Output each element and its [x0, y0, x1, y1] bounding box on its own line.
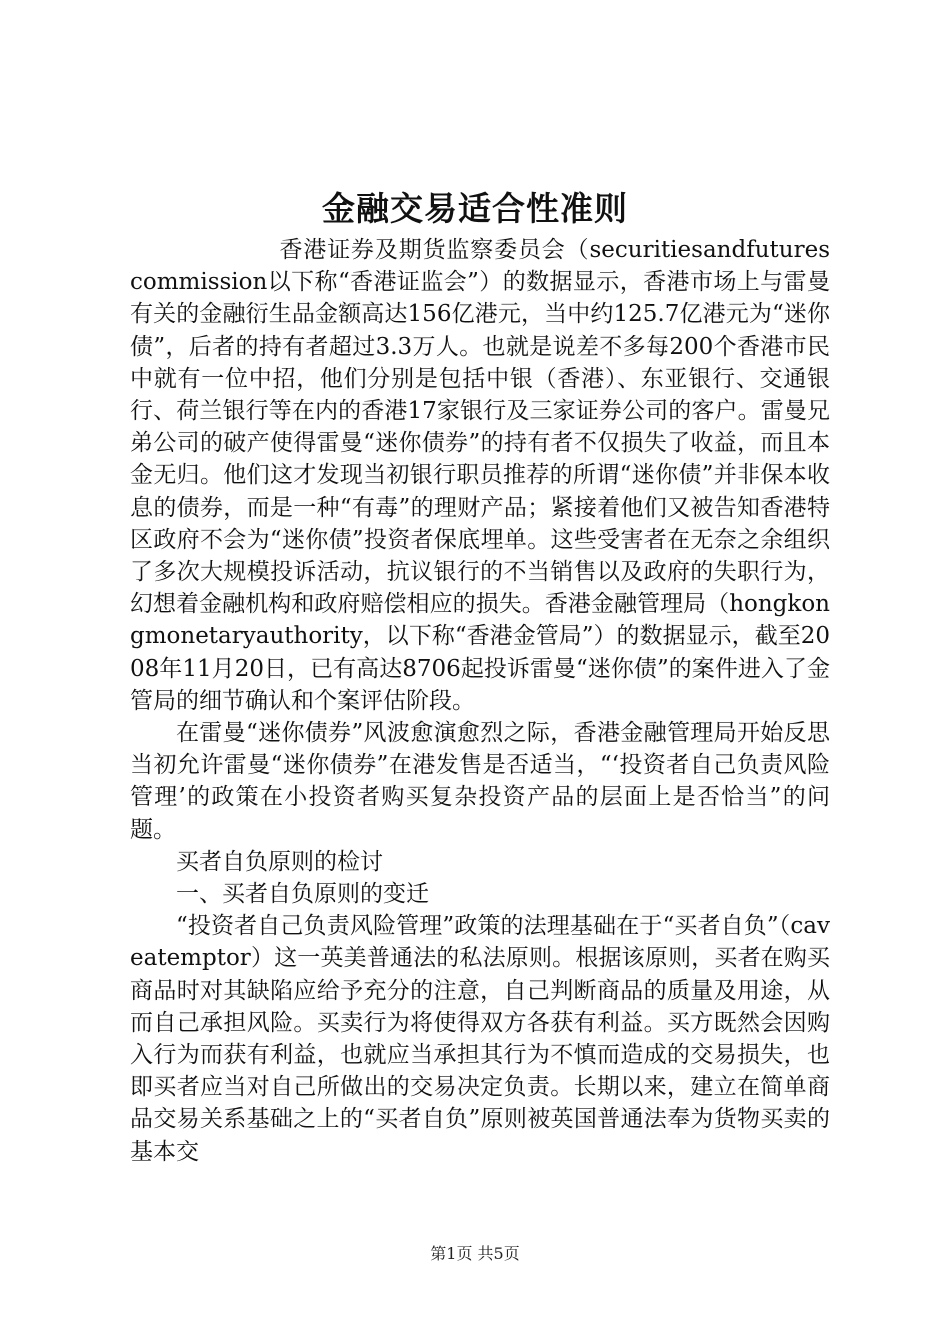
- section-heading-1: 买者自负原则的检讨: [176, 848, 383, 875]
- paragraph-3: “投资者自己负责风险管理”政策的法理基础在于“买者自负”（caveatemptor）这一英美普通法的私法原则。根据该原则，买者在购买商品时对其缺陷应给予充分的注意，自己判断商品的质量及用途，从而自己承担风险。买卖行为将使得双方各获有利益。买方既然会因购入行为而获有利益，也就应当承担其行为不慎而造成的交易损失，也即买者应当对自己所做出的交易决定负责。长期以来，建立在简单商品交易关系基础之上的“买者自负”原则被英国普通法奉为货物买卖的基本交: [130, 913, 830, 1165]
- paragraph-2: 在雷曼“迷你债券”风波愈演愈烈之际，香港金融管理局开始反思当初允许雷曼“迷你债券”在港发售是否适当，“‘投资者自己负责风险管理’的政策在小投资者购买复杂投资产品的层面上是否恰当”的问题。: [130, 720, 830, 843]
- document-title: 金融交易适合性准则: [322, 189, 628, 228]
- page-footer: 第1页 共5页: [430, 1244, 520, 1263]
- paragraph-1: 香港证券及期货监察委员会（securitiesandfuturescommission以下称“香港证监会”）的数据显示，香港市场上与雷曼有关的金融衍生品金额高达156亿港元，当中约125.7亿港元为“迷你债”，后者的持有者超过3.3万人。也就是说差不多每200个香港市民中就有一位中招，他们分别是包括中银（香港）、东亚银行、交通银行、荷兰银行等在内的香港17家银行及三家证券公司的客户。雷曼兄弟公司的破产使得雷曼“迷你债券”的持有者不仅损失了收益，而且本金无归。他们这才发现当初银行职员推荐的所谓“迷你债”并非保本收息的债券，而是一种“有毒”的理财产品；紧接着他们又被告知香港特区政府不会为“迷你债”投资者保底埋单。这些受害者在无奈之余组织了多次大规模投诉活动，抗议银行的不当销售以及政府的失职行为，幻想着金融机构和政府赔偿相应的损失。香港金融管理局（hongkongmonetaryauthority，以下称“香港金管局”）的数据显示，截至2008年11月20日，已有高达8706起投诉雷曼“迷你债”的案件进入了金管局的细节确认和个案评估阶段。: [130, 237, 830, 714]
- document-body: [130, 234, 830, 1168]
- section-heading-2: 一、买者自负原则的变迁: [176, 881, 429, 908]
